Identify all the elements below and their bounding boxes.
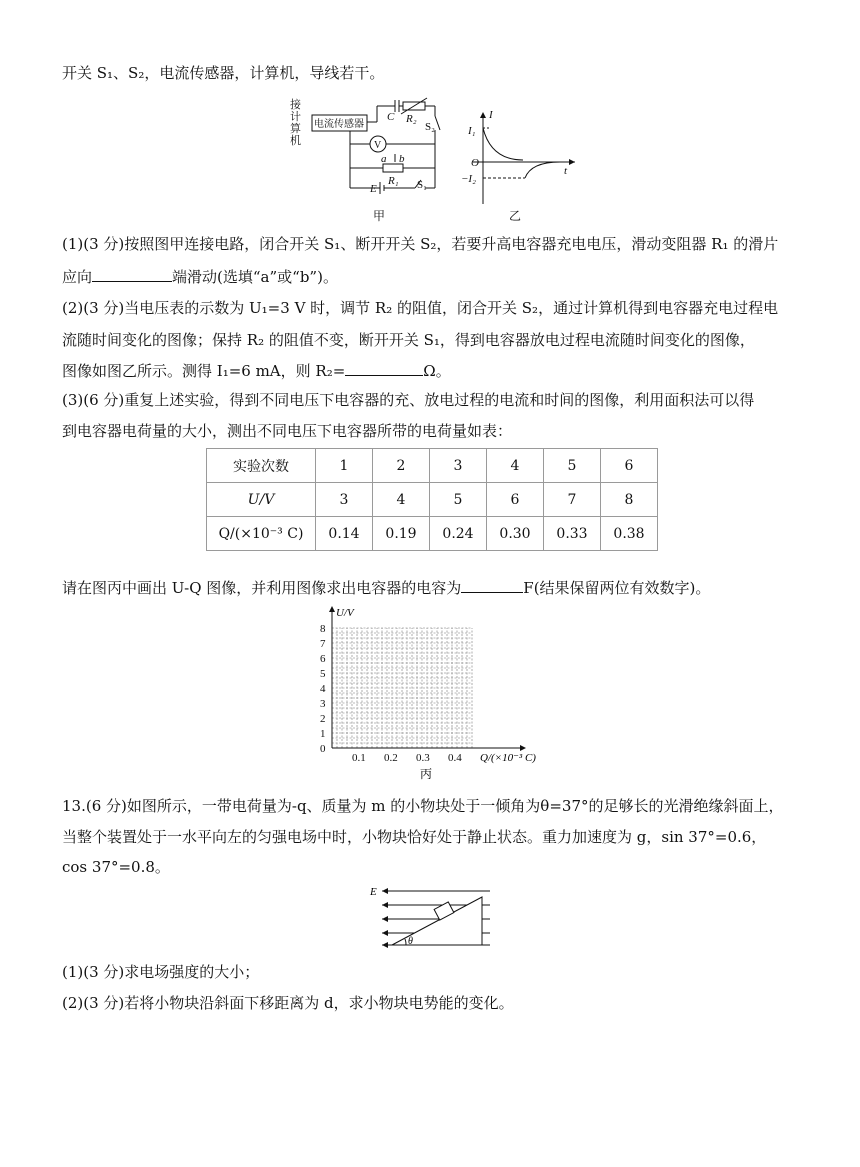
c-label: C xyxy=(387,111,395,123)
b-label: b xyxy=(399,153,405,165)
q13-part2: (2)(3 分)若将小物块沿斜面下移距离为 d，求小物块电势能的变化。 xyxy=(62,994,514,1012)
table-cell: 6 xyxy=(487,483,544,517)
grid-ylabel: U/V xyxy=(336,607,354,619)
q2-text-post: Ω。 xyxy=(423,362,451,380)
computer-label-1: 接 xyxy=(290,99,301,111)
table-cell: 0.19 xyxy=(373,517,430,551)
y-tick-label: 6 xyxy=(320,653,326,665)
s1-label: S₁ xyxy=(417,179,427,191)
theta-label: θ xyxy=(408,936,413,947)
table-cell: 0.33 xyxy=(544,517,601,551)
field-e-label: E xyxy=(370,886,377,898)
q3-text-post: F(结果保留两位有效数字)。 xyxy=(523,579,711,597)
q2-line-a: (2)(3 分)当电压表的示数为 U₁=3 V 时，调节 R₂ 的阻值，闭合开关 S₂，通过计算机得到电容器充电过程电 xyxy=(62,299,779,317)
y-tick-label: 7 xyxy=(320,638,326,650)
caption-jia: 甲 xyxy=(373,209,386,223)
y-tick-label: 0 xyxy=(320,743,326,755)
q3-line-b: 到电容器电荷量的大小，测出不同电压下电容器所带的电荷量如表： xyxy=(62,422,513,440)
table-cell: 4 xyxy=(373,483,430,517)
y-tick-label: 8 xyxy=(320,623,326,635)
data-table xyxy=(206,448,658,551)
table-cell: 5 xyxy=(544,449,601,483)
q1-text-pre: 应向 xyxy=(62,268,93,286)
grid-xlabel: Q/(×10⁻³ C) xyxy=(480,752,536,764)
q1-line-b xyxy=(62,265,338,288)
r1-label: R₁ xyxy=(388,175,399,187)
table-row xyxy=(207,483,658,517)
circuit-figure xyxy=(285,96,585,226)
slope-figure xyxy=(366,883,496,953)
table-cell: 2 xyxy=(373,449,430,483)
q3-line-a: (3)(6 分)重复上述实验，得到不同电压下电容器的充、放电过程的电流和时间的图像，利用面积法可以得 xyxy=(62,391,755,409)
q2-answer-blank[interactable] xyxy=(345,359,423,376)
computer-label-2: 计 xyxy=(290,111,301,123)
table-cell: 7 xyxy=(544,483,601,517)
intro-line: 开关 S₁、S₂，电流传感器，计算机，导线若干。 xyxy=(62,64,385,82)
computer-label-4: 机 xyxy=(290,135,301,147)
q1-text-post: 端滑动(选填“a”或“b”)。 xyxy=(172,268,338,286)
q2-line-b: 流随时间变化的图像；保持 R₂ 的阻值不变，断开开关 S₁，得到电容器放电过程电流随时间变化的图像， xyxy=(62,331,755,349)
q3-line-c xyxy=(62,576,710,599)
table-header-trial: 实验次数 xyxy=(207,449,316,483)
table-cell: 6 xyxy=(601,449,658,483)
i1-label: I₁ xyxy=(468,125,476,137)
q13-line-c: cos 37°=0.8。 xyxy=(62,858,170,876)
y-tick-label: 4 xyxy=(320,683,326,695)
y-tick-label: 5 xyxy=(320,668,326,680)
sensor-label: 电流传感器 xyxy=(314,119,364,130)
i2-label: −I₂ xyxy=(461,173,476,185)
table-cell: 3 xyxy=(316,483,373,517)
x-tick-label: 0.3 xyxy=(416,752,430,764)
t-axis-label: t xyxy=(564,165,568,177)
q3-text-pre: 请在图丙中画出 U-Q 图像，并利用图像求出电容器的电容为 xyxy=(62,579,462,597)
q3-answer-blank[interactable] xyxy=(461,576,523,593)
table-header-u: U/V xyxy=(207,483,316,517)
table-cell: 8 xyxy=(601,483,658,517)
origin-label: O xyxy=(471,157,479,169)
table-cell: 0.24 xyxy=(430,517,487,551)
i-axis-label: I xyxy=(489,109,493,121)
table-cell: 3 xyxy=(430,449,487,483)
table-cell: 0.14 xyxy=(316,517,373,551)
table-cell: 4 xyxy=(487,449,544,483)
x-tick-label: 0.4 xyxy=(448,752,462,764)
table-row xyxy=(207,517,658,551)
r2-label: R₂ xyxy=(406,113,417,125)
table-row xyxy=(207,449,658,483)
y-tick-label: 2 xyxy=(320,713,326,725)
q2-line-c xyxy=(62,359,451,382)
q13-line-a: 13.(6 分)如图所示，一带电荷量为-q、质量为 m 的小物块处于一倾角为θ=37°的足够长的光滑绝缘斜面上， xyxy=(62,797,784,815)
computer-label-3: 算 xyxy=(290,123,301,135)
caption-yi: 乙 xyxy=(509,209,522,223)
x-tick-label: 0.2 xyxy=(384,752,398,764)
v-label: V xyxy=(374,140,382,151)
table-cell: 0.30 xyxy=(487,517,544,551)
q2-text-pre: 图像如图乙所示。测得 I₁=6 mA，则 R₂= xyxy=(62,362,346,380)
q1-line-a: (1)(3 分)按照图甲连接电路，闭合开关 S₁、断开开关 S₂，若要升高电容器充电电压，滑动变阻器 R₁ 的滑片 xyxy=(62,235,779,253)
y-tick-label: 3 xyxy=(320,698,326,710)
q13-line-b: 当整个装置处于一水平向左的匀强电场中时，小物块恰好处于静止状态。重力加速度为 g，sin 37°=0.6， xyxy=(62,828,767,846)
e-label: E xyxy=(370,183,377,195)
q13-part1: (1)(3 分)求电场强度的大小； xyxy=(62,963,260,981)
q1-answer-blank[interactable] xyxy=(92,265,172,282)
caption-bing: 丙 xyxy=(420,767,433,781)
a-label: a xyxy=(381,153,387,165)
table-cell: 0.38 xyxy=(601,517,658,551)
grid-graph xyxy=(312,604,572,782)
table-cell: 1 xyxy=(316,449,373,483)
x-tick-label: 0.1 xyxy=(352,752,366,764)
y-tick-label: 1 xyxy=(320,728,326,740)
table-cell: 5 xyxy=(430,483,487,517)
table-header-q: Q/(×10⁻³ C) xyxy=(207,517,316,551)
s2-label: S₂ xyxy=(425,121,435,133)
